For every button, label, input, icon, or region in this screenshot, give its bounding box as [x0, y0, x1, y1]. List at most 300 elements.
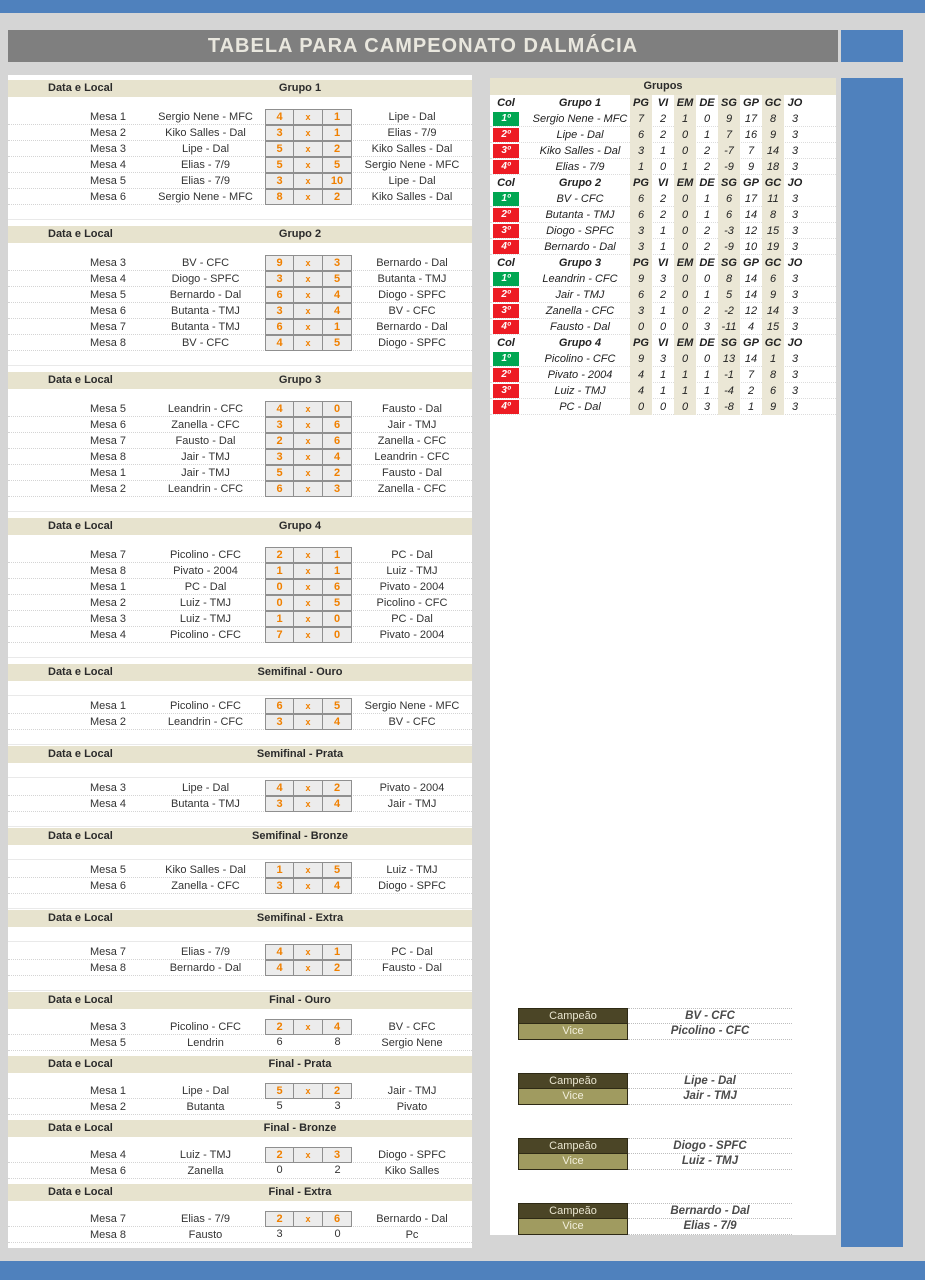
- mesa-label: Mesa 5: [89, 289, 127, 301]
- stat-value: 1: [703, 369, 711, 381]
- match-row: [8, 465, 472, 481]
- score-home-cell[interactable]: 5: [265, 141, 294, 157]
- player1-name: Luiz - TMJ: [179, 597, 232, 609]
- section-title: Semifinal - Prata: [256, 748, 344, 760]
- stat-value: 8: [718, 271, 740, 287]
- section-title: Semifinal - Extra: [256, 912, 344, 924]
- score-x-cell[interactable]: x: [294, 465, 323, 481]
- section-title: Final - Extra: [268, 1186, 332, 1198]
- team-name: Fausto - Dal: [550, 321, 610, 333]
- stat-value: 4: [747, 321, 755, 333]
- mesa-label: Mesa 2: [89, 716, 127, 728]
- player2-name: BV - CFC: [388, 1021, 436, 1033]
- team-name: Bernardo - Dal: [544, 241, 616, 253]
- stat-value: 4: [630, 383, 652, 399]
- score-x-cell[interactable]: x: [294, 563, 323, 579]
- mesa-label: Mesa 7: [89, 435, 127, 447]
- stat-value: 2: [659, 289, 667, 301]
- section-title: Grupo 4: [278, 520, 322, 532]
- score-x-cell[interactable]: x: [294, 401, 323, 417]
- stat-value: 3: [791, 369, 799, 381]
- stat-header: VI: [657, 177, 669, 189]
- score-home-cell[interactable]: 0: [265, 579, 294, 595]
- player1-name: Lipe - Dal: [181, 1085, 230, 1097]
- score-home-cell[interactable]: 7: [265, 627, 294, 643]
- match-row: [8, 611, 472, 627]
- stat-header: SG: [718, 175, 740, 191]
- stat-header: DE: [699, 97, 715, 109]
- score-x-cell[interactable]: x: [294, 335, 323, 351]
- match-row: [8, 255, 472, 271]
- score-box: [265, 611, 352, 627]
- mesa-label: Mesa 4: [89, 273, 127, 285]
- mesa-label: Mesa 8: [89, 337, 127, 349]
- stat-value: 3: [791, 209, 799, 221]
- score-away-cell[interactable]: 5: [323, 157, 352, 173]
- score-x-cell[interactable]: x: [294, 173, 323, 189]
- score-away-cell[interactable]: 6: [323, 417, 352, 433]
- section-group: [8, 80, 472, 226]
- section-header: [8, 992, 472, 1009]
- score-home-cell[interactable]: 3: [265, 173, 294, 189]
- mesa-label: Mesa 8: [89, 1229, 127, 1241]
- score-x-cell[interactable]: x: [294, 595, 323, 611]
- score-home-cell[interactable]: 9: [265, 255, 294, 271]
- spacer: [8, 535, 472, 547]
- score-x-cell[interactable]: x: [294, 109, 323, 125]
- score-home-cell[interactable]: 1: [265, 862, 294, 878]
- player2-name: Pivato - 2004: [379, 782, 445, 794]
- player1-name: BV - CFC: [181, 257, 230, 269]
- score-x-cell[interactable]: x: [294, 780, 323, 796]
- score-away-cell[interactable]: 4: [323, 1019, 352, 1035]
- score-home-cell[interactable]: 3: [265, 449, 294, 465]
- score-home-cell[interactable]: 2: [265, 547, 294, 563]
- campeao-name: Diogo - SPFC: [628, 1138, 792, 1154]
- score-away-cell[interactable]: 5: [323, 335, 352, 351]
- score-away-cell[interactable]: 1: [323, 944, 352, 960]
- stat-value: 13: [718, 351, 740, 367]
- player1-name: Butanta - TMJ: [171, 321, 240, 333]
- score-x-cell[interactable]: x: [294, 579, 323, 595]
- stat-header: GC: [762, 335, 784, 351]
- mesa-label: Mesa 5: [89, 1037, 127, 1049]
- left-panel: [8, 75, 472, 1248]
- score-home-cell[interactable]: 3: [265, 125, 294, 141]
- player2-name: Bernardo - Dal: [376, 257, 448, 269]
- player1-name: Leandrin - CFC: [167, 483, 244, 495]
- score-box: [265, 125, 352, 141]
- vice-name: Elias - 7/9: [628, 1219, 792, 1235]
- score-away-cell[interactable]: 5: [323, 698, 352, 714]
- data-local-label: Data e Local: [48, 374, 113, 386]
- score-away-cell[interactable]: 5: [323, 595, 352, 611]
- standings-row: [490, 191, 836, 207]
- stat-value: -2: [718, 303, 740, 319]
- position-badge: 2º: [493, 288, 519, 302]
- section-title: Final - Ouro: [269, 994, 331, 1006]
- vice-row: [518, 1154, 792, 1170]
- score-box: [265, 1035, 352, 1051]
- position-badge: 2º: [493, 368, 519, 382]
- player1-name: Picolino - CFC: [170, 549, 241, 561]
- score-away-cell[interactable]: 3: [323, 481, 352, 497]
- mesa-label: Mesa 1: [89, 111, 127, 123]
- score-x-cell[interactable]: x: [294, 796, 323, 812]
- score-away-cell[interactable]: 2: [323, 1083, 352, 1099]
- team-name: Jair - TMJ: [555, 289, 605, 301]
- score-box: [265, 1211, 352, 1227]
- player2-name: Fausto - Dal: [382, 403, 442, 415]
- stat-value: -9: [718, 239, 740, 255]
- score-home-cell[interactable]: 4: [265, 335, 294, 351]
- standings-row: [490, 319, 836, 335]
- score-box: [265, 1083, 352, 1099]
- section-header: [8, 80, 472, 97]
- stat-header: GP: [743, 177, 759, 189]
- mesa-label: Mesa 3: [89, 782, 127, 794]
- score-away-cell[interactable]: 4: [323, 878, 352, 894]
- score-away-cell[interactable]: 4: [323, 796, 352, 812]
- stat-value: 12: [744, 305, 758, 317]
- score-home-cell[interactable]: 2: [265, 1147, 294, 1163]
- col-header: Col: [497, 97, 515, 109]
- stat-header: JO: [787, 337, 803, 349]
- player2-name: Lipe - Dal: [388, 175, 436, 187]
- section-header: [8, 664, 472, 681]
- stat-value: 3: [791, 241, 799, 253]
- spacer: [8, 927, 472, 944]
- stat-header: PG: [630, 335, 652, 351]
- score-away-cell[interactable]: 3: [323, 1147, 352, 1163]
- vice-label: Vice: [518, 1089, 628, 1105]
- score-home-cell[interactable]: 6: [265, 698, 294, 714]
- player1-name: Lipe - Dal: [181, 143, 230, 155]
- score-x-cell[interactable]: x: [294, 611, 323, 627]
- score-away-cell[interactable]: 5: [323, 862, 352, 878]
- mesa-label: Mesa 7: [89, 549, 127, 561]
- score-away-cell[interactable]: 6: [323, 1211, 352, 1227]
- spacer: [8, 389, 472, 401]
- stat-value: 15: [762, 223, 784, 239]
- score-home-cell[interactable]: 3: [265, 417, 294, 433]
- score-home-cell[interactable]: 5: [265, 465, 294, 481]
- data-local-label: Data e Local: [48, 82, 113, 94]
- score-home-cell[interactable]: 0: [265, 595, 294, 611]
- score-home-cell[interactable]: 6: [265, 481, 294, 497]
- stat-header: EM: [674, 255, 696, 271]
- score-x-cell[interactable]: x: [294, 1019, 323, 1035]
- stat-header: JO: [787, 97, 803, 109]
- section-header: [8, 746, 472, 763]
- score-x-cell[interactable]: x: [294, 960, 323, 976]
- player2-name: Lipe - Dal: [388, 111, 436, 123]
- stat-value: 1: [630, 159, 652, 175]
- match-row: [8, 141, 472, 157]
- score-x-cell[interactable]: x: [294, 714, 323, 730]
- score-home-cell[interactable]: 2: [265, 433, 294, 449]
- mesa-label: Mesa 2: [89, 597, 127, 609]
- standings-row: [490, 239, 836, 255]
- score-box: [265, 303, 352, 319]
- player2-name: Pivato - 2004: [379, 581, 445, 593]
- score-x-cell[interactable]: x: [294, 878, 323, 894]
- match-row: [8, 417, 472, 433]
- position-badge: 1º: [493, 112, 519, 126]
- stat-value: 8: [762, 207, 784, 223]
- spacer: [8, 243, 472, 255]
- player1-name: Elias - 7/9: [181, 175, 230, 187]
- score-away-cell[interactable]: 1: [323, 319, 352, 335]
- section-title: Final - Prata: [268, 1058, 332, 1070]
- player2-name: Elias - 7/9: [387, 127, 437, 139]
- stat-value: 9: [762, 127, 784, 143]
- score-x-cell[interactable]: x: [294, 319, 323, 335]
- player2-name: Jair - TMJ: [387, 798, 437, 810]
- score-home-cell[interactable]: 3: [265, 303, 294, 319]
- col-header: Col: [497, 337, 515, 349]
- section-header: [8, 1120, 472, 1137]
- score-box: [265, 319, 352, 335]
- group-name-header: Grupo 3: [558, 257, 602, 269]
- stat-value: 6: [630, 127, 652, 143]
- score-x-cell[interactable]: x: [294, 547, 323, 563]
- champion-box: [518, 1203, 792, 1235]
- score-away-cell[interactable]: 2: [323, 465, 352, 481]
- score-x-cell[interactable]: x: [294, 157, 323, 173]
- champion-box: [518, 1008, 792, 1040]
- score-home-cell: 3: [276, 1228, 283, 1240]
- mesa-label: Mesa 3: [89, 257, 127, 269]
- stat-header: GC: [762, 175, 784, 191]
- standings-row: [490, 159, 836, 175]
- score-away-cell[interactable]: 2: [323, 141, 352, 157]
- score-away-cell[interactable]: 5: [323, 271, 352, 287]
- stat-value: -8: [718, 399, 740, 415]
- spacer: [8, 497, 472, 518]
- score-home-cell[interactable]: 5: [265, 1083, 294, 1099]
- match-row: [8, 481, 472, 497]
- spacer: [8, 1009, 472, 1019]
- match-row: [8, 335, 472, 351]
- score-home-cell[interactable]: 1: [265, 611, 294, 627]
- campeao-row: [518, 1008, 792, 1024]
- page-title: TABELA PARA CAMPEONATO DALMÁCIA: [8, 30, 838, 62]
- score-x-cell[interactable]: x: [294, 1083, 323, 1099]
- score-x-cell[interactable]: x: [294, 1211, 323, 1227]
- score-away-cell[interactable]: 2: [323, 189, 352, 205]
- match-row: [8, 1163, 472, 1179]
- standings-row: [490, 383, 836, 399]
- score-x-cell[interactable]: x: [294, 862, 323, 878]
- score-x-cell[interactable]: x: [294, 271, 323, 287]
- score-away-cell[interactable]: 1: [323, 563, 352, 579]
- data-local-label: Data e Local: [48, 1058, 113, 1070]
- player1-name: Picolino - CFC: [170, 1021, 241, 1033]
- player1-name: Luiz - TMJ: [179, 613, 232, 625]
- score-home-cell[interactable]: 4: [265, 109, 294, 125]
- team-name: BV - CFC: [556, 193, 604, 205]
- player2-name: Bernardo - Dal: [376, 1213, 448, 1225]
- stat-header: GP: [743, 257, 759, 269]
- score-box: [265, 173, 352, 189]
- match-row: [8, 287, 472, 303]
- score-x-cell[interactable]: x: [294, 287, 323, 303]
- stat-value: 3: [791, 113, 799, 125]
- score-x-cell[interactable]: x: [294, 698, 323, 714]
- position-badge: 4º: [493, 160, 519, 174]
- spacer: [8, 894, 472, 910]
- campeao-label: Campeão: [518, 1008, 628, 1024]
- score-away-cell[interactable]: 4: [323, 287, 352, 303]
- stat-value: 0: [674, 271, 696, 287]
- score-away-cell[interactable]: 6: [323, 433, 352, 449]
- mesa-label: Mesa 2: [89, 1101, 127, 1113]
- score-box: [265, 627, 352, 643]
- player2-name: Fausto - Dal: [382, 962, 442, 974]
- mesa-label: Mesa 6: [89, 191, 127, 203]
- score-home-cell[interactable]: 6: [265, 319, 294, 335]
- mesa-label: Mesa 7: [89, 1213, 127, 1225]
- score-away-cell[interactable]: 1: [323, 547, 352, 563]
- score-home-cell[interactable]: 2: [265, 1211, 294, 1227]
- score-away-cell[interactable]: 1: [323, 109, 352, 125]
- score-home-cell[interactable]: 3: [265, 271, 294, 287]
- stat-value: 14: [744, 273, 758, 285]
- score-box: [265, 579, 352, 595]
- score-home-cell[interactable]: 4: [265, 401, 294, 417]
- score-away-cell[interactable]: 2: [323, 960, 352, 976]
- player1-name: Zanella: [187, 1165, 224, 1177]
- stat-value: 1: [659, 305, 667, 317]
- match-row: [8, 1227, 472, 1243]
- score-away-cell[interactable]: 0: [323, 401, 352, 417]
- standings-title: Grupos: [490, 78, 836, 95]
- section-header: [8, 1056, 472, 1073]
- score-x-cell[interactable]: x: [294, 627, 323, 643]
- score-x-cell[interactable]: x: [294, 255, 323, 271]
- match-row: [8, 714, 472, 730]
- score-away-cell[interactable]: 6: [323, 579, 352, 595]
- score-x-cell[interactable]: x: [294, 449, 323, 465]
- score-x-cell[interactable]: x: [294, 481, 323, 497]
- group-name-header: Grupo 1: [558, 97, 602, 109]
- player2-name: Zanella - CFC: [377, 483, 447, 495]
- score-away-cell[interactable]: 4: [323, 714, 352, 730]
- score-box: [265, 417, 352, 433]
- score-x-cell[interactable]: x: [294, 189, 323, 205]
- score-home-cell[interactable]: 4: [265, 960, 294, 976]
- score-x-cell[interactable]: x: [294, 433, 323, 449]
- score-away-cell[interactable]: 3: [323, 255, 352, 271]
- standings-row: [490, 127, 836, 143]
- score-x-cell: [294, 1099, 323, 1115]
- match-row: [8, 1083, 472, 1099]
- score-box: [265, 335, 352, 351]
- team-name: Zanella - CFC: [545, 305, 615, 317]
- stat-value: 6: [630, 191, 652, 207]
- score-away-cell[interactable]: 0: [323, 611, 352, 627]
- vice-label: Vice: [518, 1154, 628, 1170]
- player1-name: Zanella - CFC: [171, 419, 240, 431]
- score-x-cell[interactable]: x: [294, 944, 323, 960]
- player2-name: Diogo - SPFC: [378, 1149, 446, 1161]
- score-x-cell[interactable]: x: [294, 125, 323, 141]
- player2-name: Luiz - TMJ: [386, 565, 438, 577]
- team-name: PC - Dal: [559, 401, 601, 413]
- match-row: [8, 595, 472, 611]
- score-home-cell[interactable]: 4: [265, 944, 294, 960]
- standings-row: [490, 271, 836, 287]
- score-home-cell[interactable]: 3: [265, 714, 294, 730]
- mesa-label: Mesa 4: [89, 159, 127, 171]
- vice-row: [518, 1219, 792, 1235]
- score-away-cell[interactable]: 4: [323, 303, 352, 319]
- section-header: [8, 1184, 472, 1201]
- top-blue-bar: [0, 0, 925, 13]
- score-x-cell[interactable]: x: [294, 141, 323, 157]
- group-name-header: Grupo 2: [558, 177, 602, 189]
- stat-header: DE: [699, 337, 715, 349]
- score-away-cell[interactable]: 1: [323, 125, 352, 141]
- team-name: Pivato - 2004: [547, 369, 613, 381]
- score-away-cell[interactable]: 10: [323, 173, 352, 189]
- data-local-label: Data e Local: [48, 228, 113, 240]
- score-away-cell[interactable]: 0: [323, 627, 352, 643]
- stat-value: 4: [630, 367, 652, 383]
- stat-value: 2: [659, 113, 667, 125]
- stat-value: -3: [718, 223, 740, 239]
- player1-name: Picolino - CFC: [170, 700, 241, 712]
- score-home-cell[interactable]: 2: [265, 1019, 294, 1035]
- mesa-label: Mesa 7: [89, 321, 127, 333]
- score-home-cell[interactable]: 6: [265, 287, 294, 303]
- player2-name: Zanella - CFC: [377, 435, 447, 447]
- player1-name: Kiko Salles - Dal: [165, 864, 246, 876]
- player2-name: Leandrin - CFC: [374, 451, 450, 463]
- mesa-label: Mesa 5: [89, 403, 127, 415]
- position-badge: 1º: [493, 192, 519, 206]
- score-home-cell[interactable]: 4: [265, 780, 294, 796]
- score-x-cell[interactable]: x: [294, 417, 323, 433]
- score-box: [265, 271, 352, 287]
- mesa-label: Mesa 2: [89, 127, 127, 139]
- spacer: [8, 845, 472, 862]
- score-box: [265, 481, 352, 497]
- score-home-cell[interactable]: 3: [265, 878, 294, 894]
- score-home-cell[interactable]: 5: [265, 157, 294, 173]
- score-x-cell[interactable]: x: [294, 303, 323, 319]
- score-x-cell[interactable]: x: [294, 1147, 323, 1163]
- score-home-cell[interactable]: 1: [265, 563, 294, 579]
- player1-name: Pivato - 2004: [173, 565, 238, 577]
- stat-value: 2: [659, 193, 667, 205]
- campeao-row: [518, 1203, 792, 1219]
- score-box: [265, 433, 352, 449]
- score-box: [265, 141, 352, 157]
- score-box: [265, 878, 352, 894]
- score-home-cell[interactable]: 3: [265, 796, 294, 812]
- stat-value: -4: [718, 383, 740, 399]
- score-home-cell[interactable]: 8: [265, 189, 294, 205]
- position-badge: 3º: [493, 224, 519, 238]
- group-name-header: Grupo 4: [558, 337, 602, 349]
- score-away-cell[interactable]: 4: [323, 449, 352, 465]
- standings-row: [490, 399, 836, 415]
- stat-value: 7: [747, 369, 755, 381]
- stat-header: VI: [657, 337, 669, 349]
- score-away-cell[interactable]: 2: [323, 780, 352, 796]
